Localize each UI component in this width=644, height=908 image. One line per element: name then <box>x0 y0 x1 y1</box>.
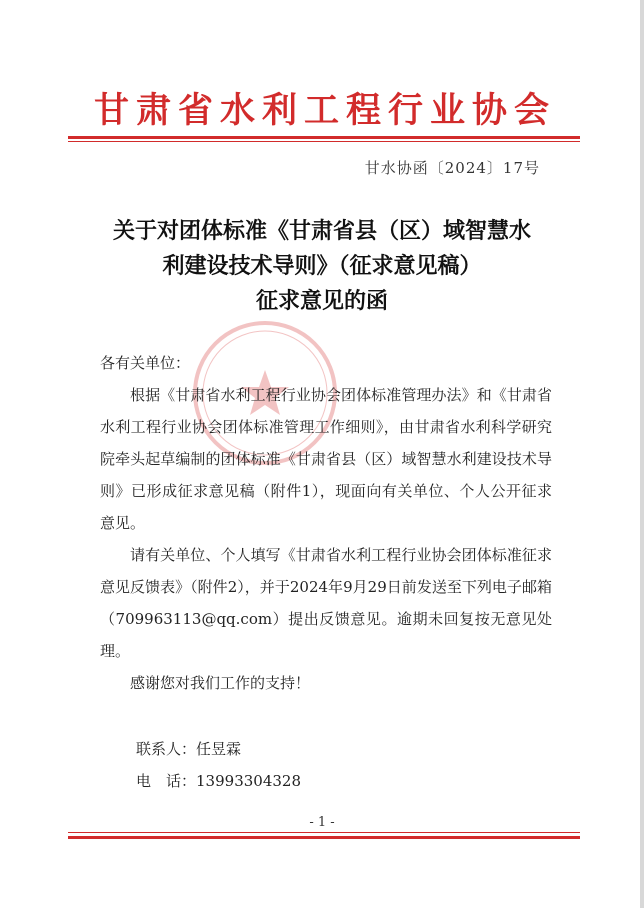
phone-label: 电 话： <box>136 772 197 790</box>
letterhead-divider-thin <box>68 141 580 142</box>
contact-phone-row <box>136 765 301 797</box>
page-number <box>0 815 644 830</box>
contact-label: 联系人： <box>136 740 197 758</box>
phone-number: 13993304328 <box>196 772 301 790</box>
contact-info <box>136 733 301 797</box>
letterhead-divider-thick <box>68 136 580 139</box>
document-number: 甘水协函〔2024〕17号 <box>364 159 540 177</box>
letterhead-title: 甘肃省水利工程行业协会 <box>93 91 556 131</box>
contact-name: 任昱霖 <box>196 740 242 758</box>
letter-body <box>100 347 552 699</box>
footer-divider-thin <box>68 832 580 833</box>
body-paragraph-2: 请有关单位、个人填写《甘肃省水利工程行业协会团体标准征求意见反馈表》（附件2），并于2024年9月29日前发送至下列电子邮箱（709963113@qq.com）提出反馈意见。逾期未回复按无意见处理。 <box>100 546 552 660</box>
page-number-text: - 1 - <box>303 815 340 830</box>
body-paragraph-1: 根据《甘肃省水利工程行业协会团体标准管理办法》和《甘肃省水利工程行业协会团体标准管理工作细则》，由甘肃省水利科学研究院牵头起草编制的团体标准《甘肃省县（区）域智慧水利建设技术导则》已形成征求意见稿（附件1），现面向有关单位、个人公开征求意见。 <box>100 386 552 532</box>
title-line-3: 征求意见的函 <box>255 288 388 314</box>
body-paragraph-3: 感谢您对我们工作的支持！ <box>130 674 311 692</box>
title-line-2: 利建设技术导则》（征求意见稿） <box>162 253 482 279</box>
title-line-1: 关于对团体标准《甘肃省县（区）域智慧水 <box>112 218 531 244</box>
salutation: 各有关单位： <box>100 354 191 372</box>
document-title <box>60 214 584 319</box>
contact-person-row <box>136 733 301 765</box>
footer-divider-thick <box>68 836 580 839</box>
